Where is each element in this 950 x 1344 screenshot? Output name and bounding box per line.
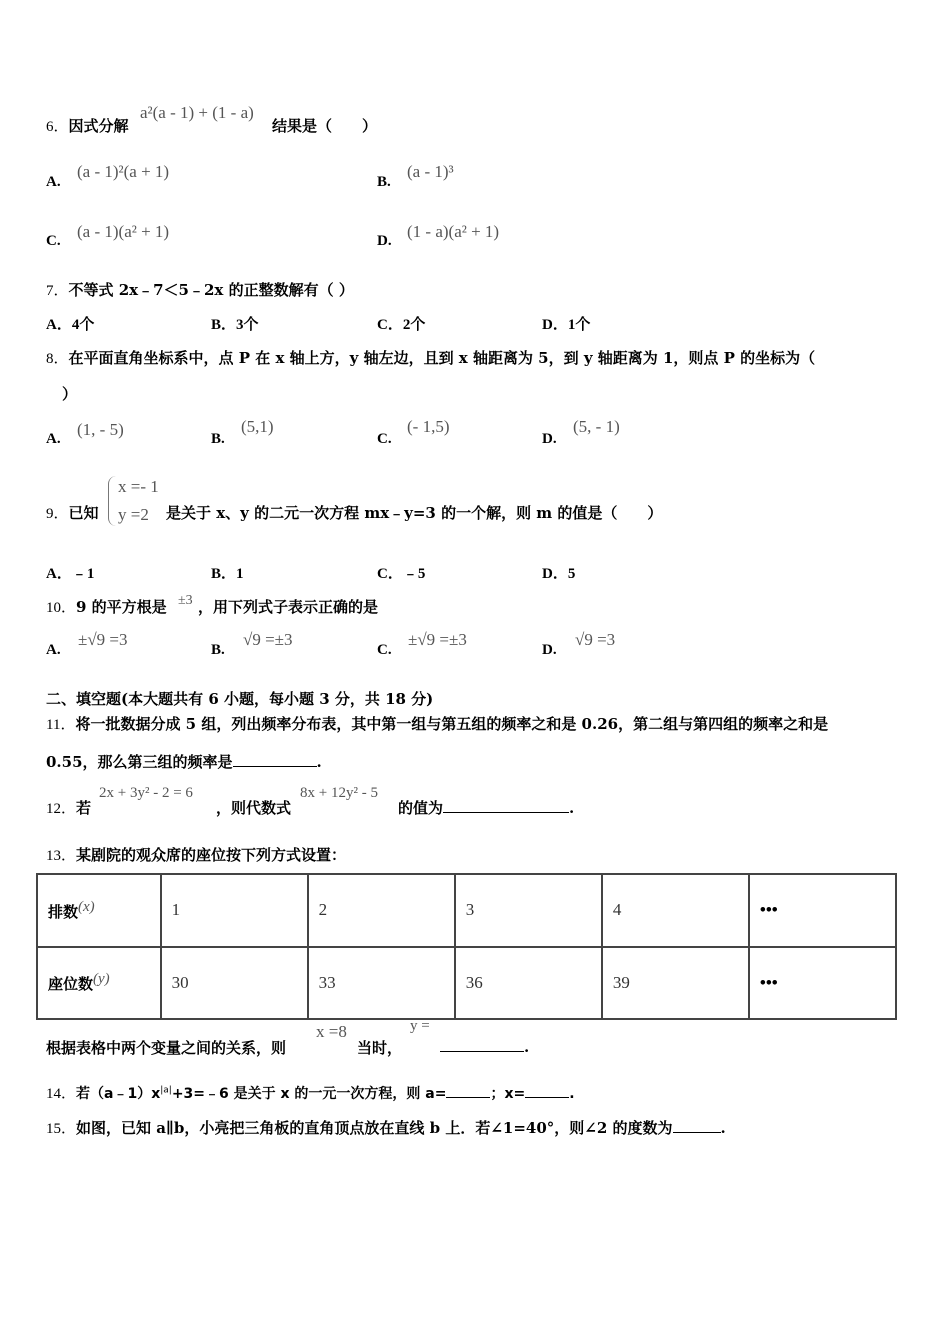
system-line-2: y =2 <box>118 505 149 524</box>
option-label: D． <box>542 566 568 582</box>
section-title: 二、填空题(本大题共有 6 小题，每小题 3 分，共 18 分) <box>46 690 434 708</box>
option-label: D. <box>542 431 557 447</box>
table-cell: 30 <box>161 947 308 1020</box>
table-cell: 39 <box>602 947 749 1020</box>
option-label: D. <box>377 233 392 249</box>
answer-line <box>440 1037 529 1056</box>
question-6 <box>46 115 129 136</box>
option-value: 5 <box>567 566 576 582</box>
period: . <box>569 799 575 817</box>
exponent: |a| <box>160 1085 172 1096</box>
question-13-follow: 根据表格中两个变量之间的关系，则 <box>46 1039 287 1057</box>
option-a[interactable] <box>46 562 94 583</box>
question-number: 14． <box>46 1086 77 1102</box>
question-text: 如图，已知 a∥b，小亮把三角板的直角顶点放在直线 b 上．若∠1=40°，则∠2 的度数为 <box>76 1119 673 1137</box>
question-9 <box>46 502 99 523</box>
option-value: 2个 <box>402 317 426 333</box>
period: . <box>524 1038 530 1056</box>
question-number: 8． <box>46 351 69 367</box>
option-label: C． <box>377 317 403 333</box>
header-label: 座位数 <box>48 977 94 994</box>
answer-blank[interactable] <box>233 752 317 767</box>
math-expression: a²(a - 1) + (1 - a) <box>140 103 254 122</box>
math-expression: x =8 <box>316 1022 347 1041</box>
math-expression: 2x + 3y² - 2 = 6 <box>99 785 193 801</box>
option-label: B. <box>211 642 225 658</box>
option-label: A． <box>46 317 72 333</box>
option-value: 1 <box>236 566 244 582</box>
answer-blank[interactable] <box>673 1118 721 1133</box>
option-value[interactable]: (a - 1)³ <box>407 162 454 181</box>
question-text-mid: ，则代数式 <box>216 799 292 817</box>
option-value[interactable]: (5, - 1) <box>573 417 620 436</box>
question-12 <box>46 797 91 818</box>
question-number: 9． <box>46 506 69 522</box>
row-header <box>37 874 161 947</box>
question-text: 若 <box>76 799 92 817</box>
option-value[interactable]: ±√9 =±3 <box>408 630 467 649</box>
header-label: 排数 <box>48 904 79 921</box>
option-label: B. <box>211 431 225 447</box>
question-text: +3=﹣6 是关于 x 的一元一次方程，则 a= <box>171 1086 447 1102</box>
option-label: C. <box>377 642 392 658</box>
option-d[interactable] <box>542 313 590 334</box>
question-text: 将一批数据分成 5 组，列出频率分布表，其中第一组与第五组的频率之和是 0.26，第二组与第四组的频率之和是 <box>75 715 829 733</box>
question-number: 7． <box>46 283 69 299</box>
option-label: A. <box>46 642 61 658</box>
option-b[interactable] <box>211 313 259 334</box>
option-value: 3个 <box>236 317 259 333</box>
system-line-1: x =- 1 <box>118 477 159 496</box>
option-label: B． <box>211 566 237 582</box>
option-label: C. <box>377 431 392 447</box>
option-value[interactable]: √9 =3 <box>575 630 616 649</box>
question-text: 在平面直角坐标系中，点 P 在 x 轴上方，y 轴左边，且到 x 轴距离为 5，到 y 轴距离为 1，则点 P 的坐标为（ <box>68 349 816 367</box>
option-value[interactable]: (1, - 5) <box>77 420 124 439</box>
option-a[interactable] <box>46 313 94 334</box>
question-text: 9 的平方根是 <box>76 598 167 616</box>
option-b[interactable] <box>211 562 244 583</box>
question-text-mid: ；x= <box>490 1086 526 1102</box>
option-value[interactable]: √9 =±3 <box>243 630 293 649</box>
question-text-cont: ） <box>62 385 78 403</box>
question-13 <box>46 844 346 865</box>
math-expression: y = <box>410 1018 430 1034</box>
option-d[interactable] <box>542 562 575 583</box>
question-7 <box>46 279 354 300</box>
option-label: B． <box>211 317 237 333</box>
period: . <box>316 753 322 771</box>
question-number: 10． <box>46 600 77 616</box>
table-cell: 33 <box>308 947 455 1020</box>
option-label: A． <box>46 566 72 582</box>
option-label: C. <box>46 233 61 249</box>
option-value[interactable]: (- 1,5) <box>407 417 450 436</box>
question-text-suffix: 结果是（ ） <box>272 117 378 135</box>
question-text-cont: 0.55，那么第三组的频率是 <box>46 753 233 771</box>
table-row <box>37 947 896 1020</box>
question-text: 已知 <box>68 504 99 522</box>
option-value[interactable]: (a - 1)(a² + 1) <box>77 222 170 241</box>
option-value: 1个 <box>567 317 591 333</box>
table-cell: 4 <box>602 874 749 947</box>
answer-blank[interactable] <box>443 798 569 813</box>
question-number: 12． <box>46 801 77 817</box>
system-brace <box>108 476 117 526</box>
question-text: 不等式 2x﹣7＜5﹣2x 的正整数解有（ ） <box>68 281 354 299</box>
table-cell: 36 <box>455 947 602 1020</box>
question-text: 某剧院的观众席的座位按下列方式设置： <box>76 846 347 864</box>
variable-label: (x) <box>78 898 95 915</box>
answer-blank[interactable] <box>440 1037 524 1052</box>
table-cell: ••• <box>749 947 896 1020</box>
option-value[interactable]: (a - 1)²(a + 1) <box>77 162 170 181</box>
option-value: ﹣1 <box>71 566 95 582</box>
option-label: D. <box>542 642 557 658</box>
question-text: 因式分解 <box>68 117 129 135</box>
question-number: 15． <box>46 1121 77 1137</box>
question-text-mid: 当时， <box>357 1039 403 1057</box>
option-label: C． <box>377 566 403 582</box>
question-number: 11． <box>46 717 76 733</box>
question-8 <box>46 347 815 368</box>
table-row <box>37 874 896 947</box>
option-value[interactable]: ±√9 =3 <box>78 630 128 649</box>
option-label: A. <box>46 431 61 447</box>
period: . <box>569 1086 575 1102</box>
question-10 <box>46 596 167 617</box>
seat-table <box>36 873 897 1020</box>
question-text-suffix: ，用下列式子表示正确的是 <box>198 598 379 616</box>
math-expression: 8x + 12y² - 5 <box>300 785 378 801</box>
question-number: 13． <box>46 848 77 864</box>
question-15 <box>46 1117 726 1138</box>
question-text: 若（a﹣1）x <box>76 1086 161 1102</box>
table-cell: ••• <box>749 874 896 947</box>
period: . <box>720 1119 726 1137</box>
answer-blank-a[interactable] <box>446 1083 490 1098</box>
table-cell: 3 <box>455 874 602 947</box>
question-12-end <box>398 797 574 818</box>
option-label: B. <box>377 174 391 190</box>
question-11 <box>46 713 828 734</box>
question-text-suffix: 是关于 x、y 的二元一次方程 mx﹣y=3 的一个解，则 m 的值是（ ） <box>166 504 663 522</box>
table-cell: 2 <box>308 874 455 947</box>
variable-label: (y) <box>93 971 110 988</box>
answer-blank-x[interactable] <box>525 1083 569 1098</box>
question-14 <box>46 1082 575 1103</box>
option-value[interactable]: (5,1) <box>241 417 274 436</box>
option-label: D． <box>542 317 568 333</box>
option-value[interactable]: (1 - a)(a² + 1) <box>407 222 500 241</box>
option-label: A. <box>46 174 61 190</box>
math-expression: ±3 <box>178 593 193 608</box>
option-c[interactable] <box>377 562 425 583</box>
table-cell: 1 <box>161 874 308 947</box>
option-c[interactable] <box>377 313 425 334</box>
question-11-cont <box>46 751 322 772</box>
question-text-suffix: 的值为 <box>398 799 444 817</box>
option-value: 4个 <box>71 317 95 333</box>
question-number: 6． <box>46 119 69 135</box>
row-header <box>37 947 161 1020</box>
option-value: ﹣5 <box>402 566 426 582</box>
